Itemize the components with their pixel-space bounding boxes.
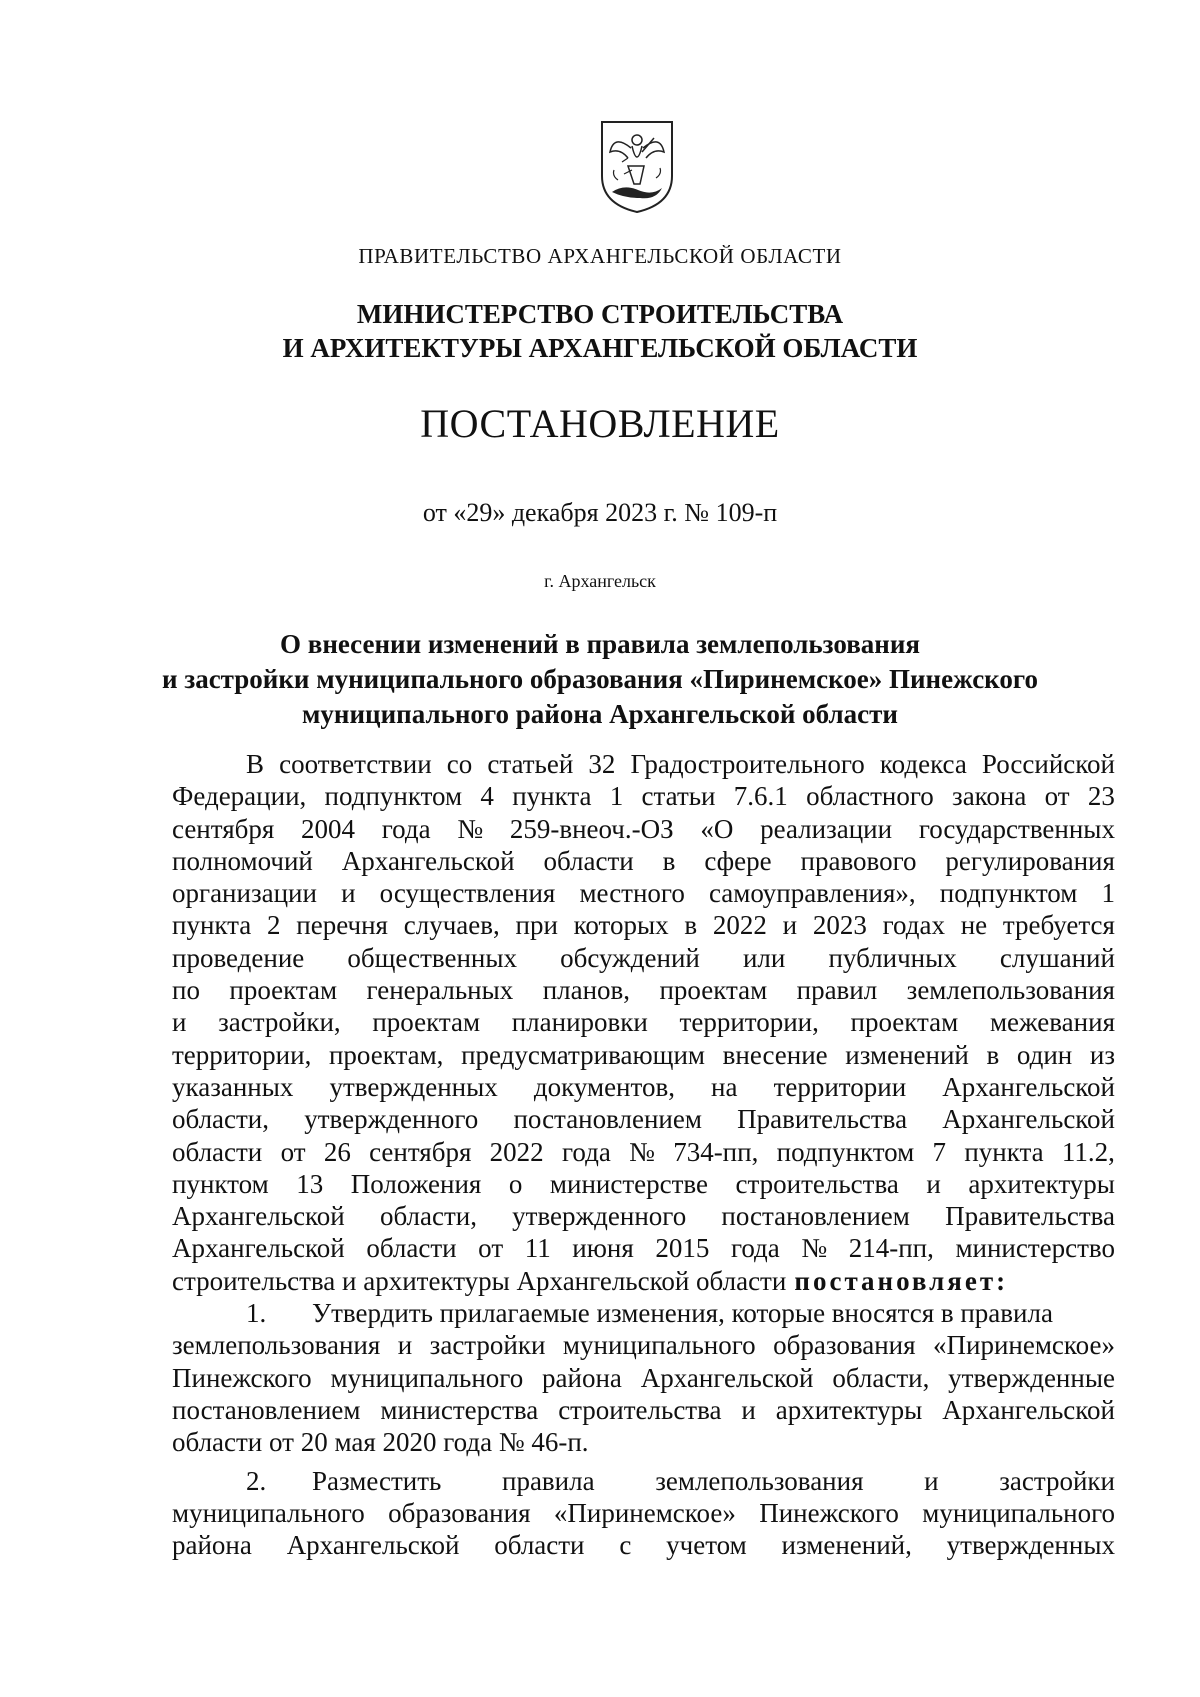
word: постановлением xyxy=(721,1201,910,1232)
word: со xyxy=(446,749,473,779)
word: территории xyxy=(773,1071,907,1102)
word: «О xyxy=(700,813,734,844)
word: 13 xyxy=(296,1168,324,1199)
word: пункта xyxy=(172,910,252,941)
word: Градостроительного xyxy=(630,749,865,779)
word: 32 xyxy=(588,749,616,779)
word: проектам xyxy=(850,1007,959,1038)
word: застройки xyxy=(429,1330,546,1361)
preamble-line xyxy=(172,909,1115,941)
word: пункта xyxy=(964,1136,1044,1167)
word: архитектуры xyxy=(775,1394,923,1425)
word: Федерации, xyxy=(172,781,307,812)
word: архитектуры xyxy=(968,1168,1115,1199)
word: 11.2, xyxy=(1061,1136,1115,1167)
word: годах xyxy=(882,910,945,941)
word: строительства xyxy=(558,1394,722,1425)
word: застройки xyxy=(999,1465,1115,1496)
word: кодекса xyxy=(879,749,967,779)
word: и xyxy=(172,1007,187,1038)
ministry-line-1: МИНИСТЕРСТВО СТРОИТЕЛЬСТВА xyxy=(356,299,844,329)
item-1-line xyxy=(172,1394,1115,1426)
word: 734-пп, xyxy=(673,1136,759,1167)
word: года xyxy=(730,1233,780,1264)
word: организации xyxy=(172,878,317,909)
word: области xyxy=(172,1136,263,1167)
word: «Пиринемское» xyxy=(933,1330,1115,1361)
word: 2004 xyxy=(301,813,355,844)
word: правил xyxy=(796,975,878,1006)
word: 4 xyxy=(480,781,494,812)
word: строительства xyxy=(735,1168,899,1199)
word: «Пиринемское» xyxy=(553,1497,736,1528)
word: подпунктом xyxy=(324,781,463,812)
word: утвержденного xyxy=(304,1104,479,1135)
word: один xyxy=(1016,1039,1073,1070)
preamble-last-line xyxy=(172,1265,1115,1297)
word: района xyxy=(542,1362,622,1393)
word: муниципального xyxy=(172,1497,365,1528)
word: случаев, xyxy=(403,910,500,941)
word: осуществления xyxy=(379,878,556,909)
preamble-line xyxy=(172,780,1115,812)
word: от xyxy=(1044,781,1070,812)
word: области, xyxy=(379,1201,477,1232)
word: с xyxy=(619,1530,632,1561)
word: области, xyxy=(832,1362,930,1393)
word: 26 xyxy=(323,1136,351,1167)
word: 259-внеоч.-ОЗ xyxy=(509,813,674,844)
item-1-text: Утвердить прилагаемые изменения, которые вносятся в правила xyxy=(312,1298,1053,1329)
word: землепользования xyxy=(655,1465,864,1496)
word: Архангельской xyxy=(640,1362,814,1393)
word: областного xyxy=(806,781,934,812)
word: планов, xyxy=(542,975,631,1006)
preamble-line xyxy=(172,1071,1115,1103)
word: Архангельской xyxy=(341,845,515,876)
item-2-line xyxy=(172,1529,1115,1561)
word: в xyxy=(684,910,698,941)
word: образования xyxy=(388,1497,531,1528)
item-2-text xyxy=(312,1465,1115,1497)
word: общественных xyxy=(347,942,517,973)
word: 2015 xyxy=(655,1233,710,1264)
word: утвержденных xyxy=(329,1071,498,1102)
preamble-line-text: строительства и архитектуры Архангельской области xyxy=(172,1265,787,1296)
word: реализации xyxy=(760,813,893,844)
word: пунктом xyxy=(172,1168,269,1199)
word: Архангельской xyxy=(942,1394,1115,1425)
word: проектам xyxy=(372,1007,481,1038)
word: 2022 xyxy=(712,910,767,941)
word: полномочий xyxy=(172,845,313,876)
ministry-line-2: И АРХИТЕКТУРЫ АРХАНГЕЛЬСКОЙ ОБЛАСТИ xyxy=(282,333,918,363)
preamble-line xyxy=(172,1136,1115,1168)
word: министерстве xyxy=(549,1168,708,1199)
word: Положения xyxy=(350,1168,482,1199)
word: и xyxy=(341,878,356,909)
word: правила xyxy=(502,1465,595,1496)
preamble-line xyxy=(172,942,1115,974)
word: обсуждений xyxy=(560,942,700,973)
preamble-line xyxy=(172,877,1115,909)
word: межевания xyxy=(989,1007,1115,1038)
word: Правительства xyxy=(737,1104,908,1135)
word: при xyxy=(515,910,558,941)
word: Архангельской xyxy=(942,1071,1115,1102)
word: 214-пп, xyxy=(848,1233,934,1264)
word: генеральных xyxy=(366,975,514,1006)
word: Разместить xyxy=(312,1465,442,1496)
word: проектам xyxy=(229,975,338,1006)
word: муниципального xyxy=(922,1497,1115,1528)
preamble-line xyxy=(172,845,1115,877)
word: Архангельской xyxy=(172,1233,345,1264)
word: и xyxy=(926,1168,941,1199)
word: регулирования xyxy=(945,845,1115,876)
word: проектам, xyxy=(328,1039,444,1070)
word: года xyxy=(381,813,431,844)
word: утвержденные xyxy=(948,1362,1115,1393)
word: о xyxy=(508,1168,523,1199)
word: утвержденных xyxy=(946,1530,1115,1561)
word: Пинежского xyxy=(759,1497,899,1528)
subject-line-3: муниципального района Архангельской области xyxy=(302,699,898,729)
item-2-number: 2. xyxy=(246,1465,267,1496)
word: № xyxy=(629,1136,655,1167)
word: статьей xyxy=(487,749,574,779)
document-body xyxy=(172,748,1115,1561)
preamble-line xyxy=(172,748,1115,780)
word: 1 xyxy=(609,781,624,812)
item-1-first-line xyxy=(172,1297,1115,1329)
word: планировки xyxy=(511,1007,648,1038)
word: и xyxy=(782,910,798,941)
word: местного xyxy=(579,878,685,909)
word: Пинежского xyxy=(172,1362,312,1393)
word: муниципального xyxy=(330,1362,524,1393)
word: внесение xyxy=(722,1039,828,1070)
word: Архангельской xyxy=(942,1104,1115,1135)
word: Архангельской xyxy=(172,1201,345,1232)
word: области, xyxy=(172,1104,270,1135)
word: № xyxy=(457,813,484,844)
preamble-line xyxy=(172,974,1115,1006)
item-2-line xyxy=(172,1497,1115,1529)
word: Архангельской xyxy=(286,1530,460,1561)
word: в xyxy=(986,1039,1000,1070)
word: министерства xyxy=(380,1394,539,1425)
word: района xyxy=(172,1530,252,1561)
word: территории, xyxy=(679,1007,819,1038)
word: 2 xyxy=(267,910,281,941)
word: указанных xyxy=(172,1071,294,1102)
decides-word: постановляет xyxy=(794,1265,997,1296)
word: которых xyxy=(573,910,669,941)
word: постановлением xyxy=(513,1104,702,1135)
word: 2023 xyxy=(812,910,867,941)
preamble-line xyxy=(172,1006,1115,1038)
preamble-line xyxy=(172,1232,1115,1264)
decides-colon: : xyxy=(996,1265,1009,1296)
word: области xyxy=(543,845,634,876)
word: соответствии xyxy=(279,749,432,779)
document-date-number: от «29» декабря 2023 г. № 109-п xyxy=(422,498,778,527)
word: образования xyxy=(773,1330,916,1361)
word: области xyxy=(366,1233,457,1264)
word: министерство xyxy=(955,1233,1115,1264)
word: в xyxy=(662,845,676,876)
word: или xyxy=(742,942,786,973)
word: правового xyxy=(800,845,917,876)
item-2-first-line xyxy=(172,1465,1115,1497)
word: года xyxy=(561,1136,611,1167)
word: перечня xyxy=(296,910,388,941)
word: на xyxy=(711,1071,738,1102)
word: государственных xyxy=(918,813,1115,844)
word: Российской xyxy=(981,749,1115,779)
subject-line-2: и застройки муниципального образования «Пиринемское» Пинежского xyxy=(162,664,1038,694)
preamble-line xyxy=(172,1039,1115,1071)
word: № xyxy=(801,1233,828,1264)
word: предусматривающим xyxy=(461,1039,705,1070)
document-type: ПОСТАНОВЛЕНИЕ xyxy=(420,401,780,446)
word: самоуправления», xyxy=(708,878,916,909)
word: учетом xyxy=(666,1530,747,1561)
word: статьи xyxy=(641,781,716,812)
word: подпунктом xyxy=(939,878,1078,909)
word: от xyxy=(280,1136,306,1167)
word: 11 xyxy=(524,1233,551,1264)
word: 23 xyxy=(1087,781,1115,812)
word: 2022 xyxy=(489,1136,544,1167)
word: утвержденного xyxy=(512,1201,687,1232)
subject-line-1: О внесении изменений в правила землепользования xyxy=(279,629,921,659)
preamble-line xyxy=(172,1200,1115,1232)
document-subject xyxy=(0,627,1200,732)
word: землепользования xyxy=(172,1330,381,1361)
item-1-line xyxy=(172,1329,1115,1361)
document-city: г. Архангельск xyxy=(544,571,656,591)
word: июня xyxy=(572,1233,634,1264)
word: землепользования xyxy=(906,975,1115,1006)
word: области xyxy=(494,1530,585,1561)
word: сентября xyxy=(369,1136,472,1167)
word: 1 xyxy=(1101,878,1115,909)
word: 7 xyxy=(932,1136,947,1167)
word: изменений, xyxy=(781,1530,912,1561)
preamble-line xyxy=(172,813,1115,845)
item-1-number: 1. xyxy=(246,1298,267,1329)
word: документов, xyxy=(533,1071,675,1102)
word: проведение xyxy=(172,942,305,973)
word: закона xyxy=(952,781,1027,812)
item-1-line xyxy=(172,1362,1115,1394)
word: изменений xyxy=(845,1039,969,1070)
word: не xyxy=(960,910,988,941)
word: и xyxy=(397,1330,413,1361)
word: проектам xyxy=(659,975,768,1006)
word: В xyxy=(246,749,265,779)
word: от xyxy=(478,1233,504,1264)
word: требуется xyxy=(1002,910,1115,941)
word: и xyxy=(741,1394,756,1425)
word: сфере xyxy=(704,845,772,876)
word: территории, xyxy=(172,1039,312,1070)
word: застройки, xyxy=(218,1007,341,1038)
word: публичных xyxy=(828,942,957,973)
word: слушаний xyxy=(999,942,1115,973)
word: подпунктом xyxy=(776,1136,915,1167)
word: сентября xyxy=(172,813,275,844)
word: муниципального xyxy=(562,1330,756,1361)
word: по xyxy=(172,975,200,1006)
government-name: ПРАВИТЕЛЬСТВО АРХАНГЕЛЬСКОЙ ОБЛАСТИ xyxy=(358,244,842,268)
word: и xyxy=(924,1465,939,1496)
word: из xyxy=(1089,1039,1115,1070)
preamble-line xyxy=(172,1168,1115,1200)
word: Правительства xyxy=(945,1201,1115,1232)
word: 7.6.1 xyxy=(733,781,788,812)
word: постановлением xyxy=(172,1394,361,1425)
item-1-line: области от 20 мая 2020 года № 46-п. xyxy=(172,1427,589,1458)
ministry-name xyxy=(0,297,1200,365)
arkhangelsk-coat-of-arms-icon xyxy=(598,118,676,214)
preamble-line xyxy=(172,1103,1115,1135)
word: пункта xyxy=(512,781,592,812)
